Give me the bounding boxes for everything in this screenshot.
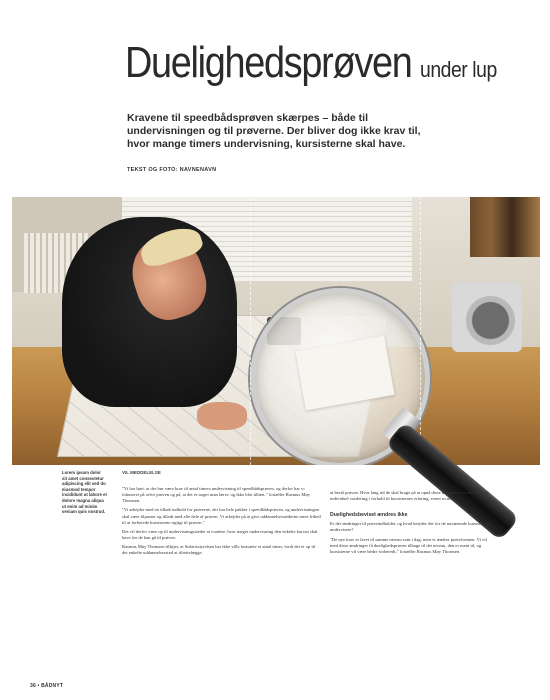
byline: TEKST OG FOTO: NAVNENAVN	[127, 167, 217, 173]
column-caption: VIL MEDDELELSE	[122, 470, 161, 475]
guide-line-left	[250, 197, 251, 465]
photo-person-hand	[197, 402, 247, 430]
photo-radio	[452, 282, 522, 352]
page-footer: 36 • BÅDNYT	[30, 683, 64, 689]
paragraph: "De nye krav er lavet til samme niveau som i dag, men vi ændrer prøveformen. Vi vil med disse ændringer få duelighedsprøven tilbage til det niveau, den er ment til, og kursisterne vil være bedre forberedt," fortæller Rasmus Møy Thomsen.	[330, 536, 487, 554]
article-photo	[12, 197, 540, 465]
article-column-2	[330, 490, 495, 558]
page-title: Duelighedsprøven	[125, 38, 412, 87]
lead-paragraph: Kravene til speedbådsprøven skærpes – både til undervisningen og til prøverne. Der bliver dog ikke krav til, hvor mange timers undervisning, kursisterne skal have.	[127, 112, 421, 150]
photo-bookshelf	[470, 197, 540, 257]
paragraph: Det vil derfor være op til undervisningsstedet at vurdere, hvor meget undervisning den enkelte kursist skal have før de kan gå til prøven.	[122, 528, 318, 541]
subheading: Duelighedsbeviset ændres ikke	[330, 512, 408, 519]
paragraph: "Vi har hørt, at der bør være krav til antal timers undervisning til speedbådsprøven, og derfor har vi fokuseret på selve prøven og på, at det er noget man lærer, og ikke blot tillært," fortæller Rasmus Møy Thomsen.	[122, 486, 311, 504]
paragraph: "Vi arbejder med en tilladt indhold for prøverne, der har hele pakker i speedbådsprøven, og undervisningen skal være tilpasset og tilladt med alle dele af prøven. Vi arbejder på at give uddannelsesstederne mere frihed til at forberede kursisterne rigtigt til prøven."	[122, 507, 321, 525]
paragraph: Rasmus Møy Thomsen tilføjer, at Søfartsstyrelsen har ikke ville fastsætte et antal timer, fordi det er op til det enkelte uddannelsessted at tilrettelægge.	[122, 544, 316, 556]
paragraph: Er der ændringer til prøveindholdet, og hvad betyder det for de nuværende kursister og undervisere?	[330, 521, 490, 533]
page-title-suffix: under lup	[420, 57, 497, 82]
guide-line-right	[420, 197, 421, 465]
headline	[125, 38, 540, 100]
sidebar-note: Lorem ipsum dolor sit amet consectetur adipiscing elit sed do eiusmod tempor incididunt ut labore et dolore magna aliqua ut enim ad minim veniam quis nostrud.	[62, 470, 107, 515]
lens-paper	[295, 336, 394, 411]
paragraph: at bestå prøven. Hvor lang tid de skal bruge på at opnå disse kompetencer, må være en individuel vurdering i forhold til kursisternes erfaring, evner m.m.	[330, 490, 489, 502]
article-column-1	[122, 486, 322, 560]
